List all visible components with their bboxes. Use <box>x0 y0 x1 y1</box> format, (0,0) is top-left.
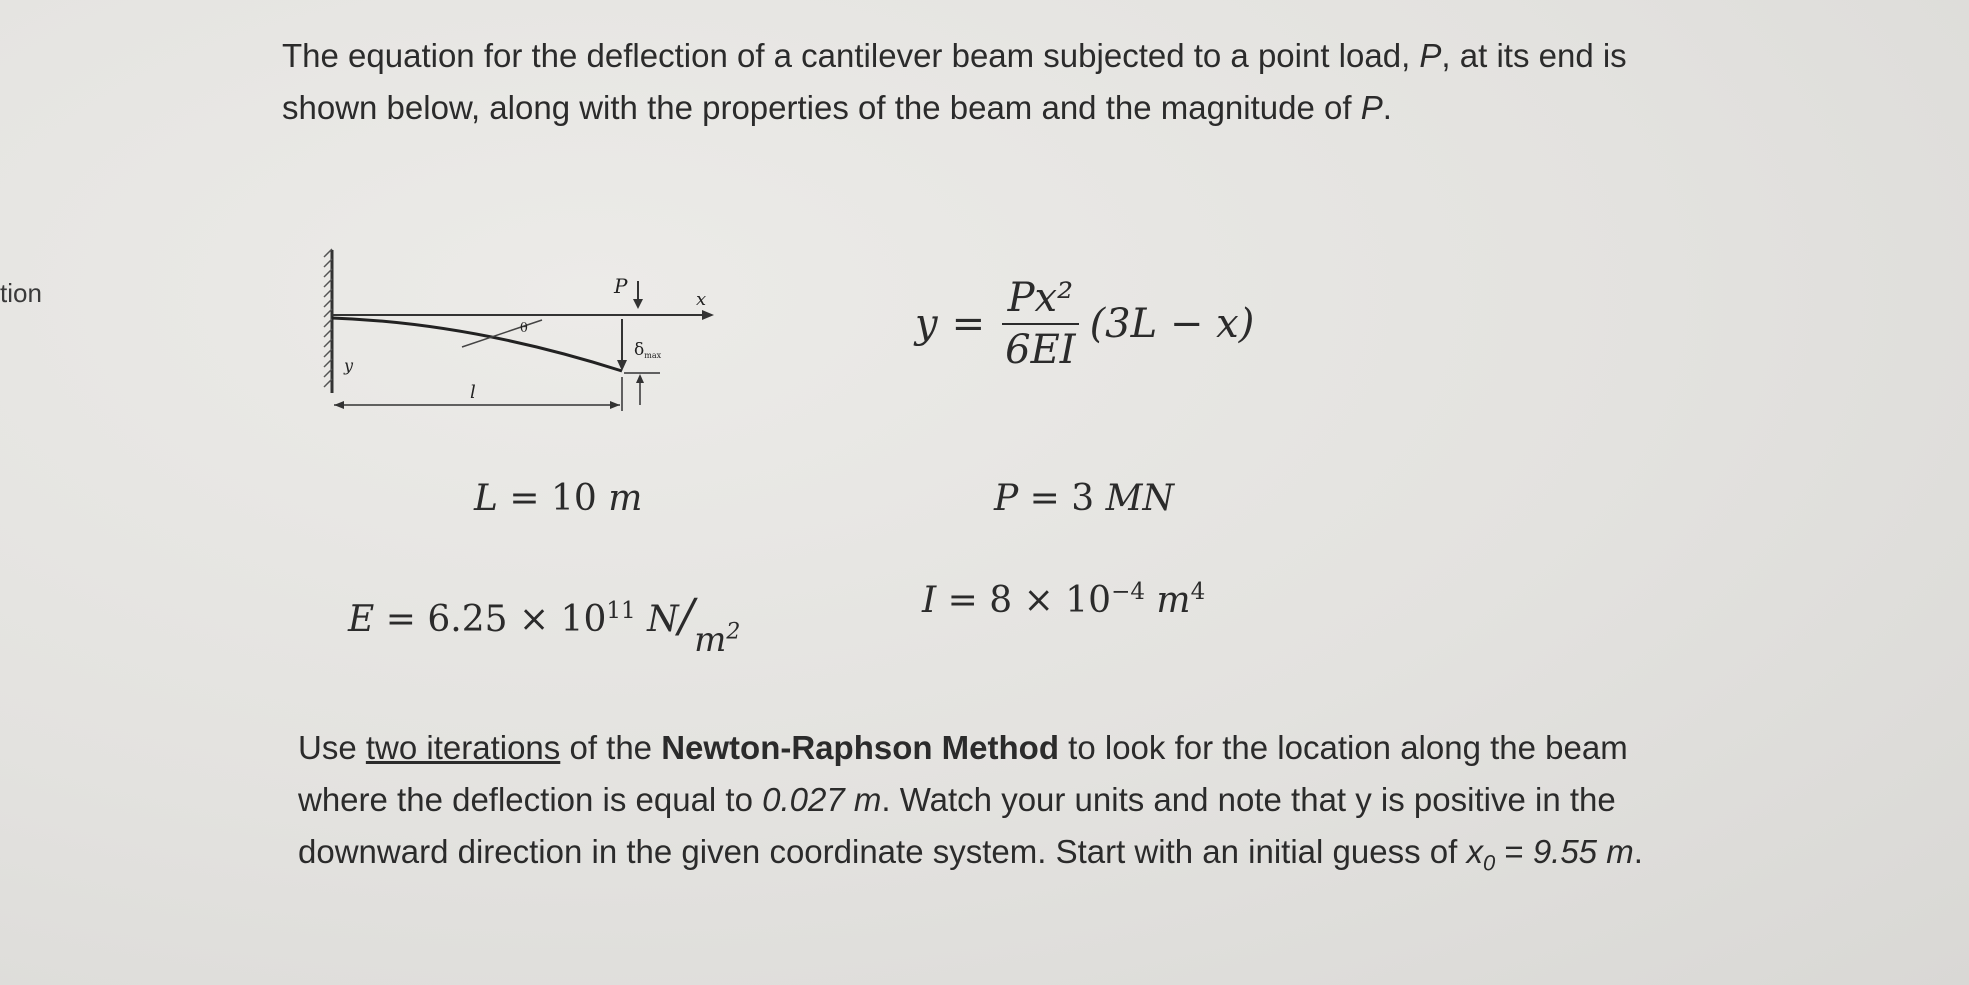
task-text-6: . <box>1633 833 1643 870</box>
param-inertia-unit: m <box>1144 580 1191 621</box>
side-tab-label: tion <box>0 278 42 308</box>
param-modulus <box>348 588 741 660</box>
param-load <box>994 478 1174 519</box>
intro-p-symbol: P <box>1419 37 1442 74</box>
equation-lhs: y <box>915 301 938 347</box>
task-text-3: to look for the location along the beam where the deflection is equal to <box>298 729 1628 818</box>
param-modulus-unit-slash: / <box>678 588 695 642</box>
task-x-subscript: 0 <box>1482 850 1496 876</box>
task-text-4: . Watch your units and note that y is positive in the downward direction in the given coordinate system. Start with an initial guess of <box>298 781 1616 870</box>
param-inertia-exponent: −4 <box>1111 579 1145 605</box>
equation-denominator: 6EI <box>1005 327 1076 373</box>
label-p: P <box>614 274 628 298</box>
param-modulus-unit-denominator-m: m <box>694 620 727 660</box>
param-load-symbol: P <box>994 478 1019 519</box>
intro-text-c: . <box>1382 89 1392 126</box>
param-length-equals: = <box>497 478 551 519</box>
length-arrow-right <box>610 401 620 409</box>
param-load-equals: = <box>1018 478 1072 519</box>
intro-text-a: The equation for the deflection of a cantilever beam subjected to a point load, <box>282 37 1420 74</box>
task-text-2: of the <box>560 729 662 766</box>
param-inertia-unit-exponent: 4 <box>1190 579 1206 605</box>
intro-text-b: , at its end is shown below, along with the properties of the beam and the magnitude of <box>282 37 1627 126</box>
equation-tail: (3L − x) <box>1089 301 1255 347</box>
cantilever-beam-diagram <box>322 245 742 425</box>
param-modulus-exponent: 11 <box>606 598 636 624</box>
param-modulus-unit-denominator-exp: 2 <box>726 619 741 645</box>
param-inertia-equals: = <box>936 580 990 621</box>
deflection-equation <box>915 275 1254 373</box>
task-text-5: = <box>1495 833 1533 870</box>
param-load-value: 3 <box>1071 478 1106 519</box>
deflected-beam <box>332 318 622 371</box>
task-underlined: two iterations <box>365 729 561 766</box>
param-length <box>474 478 642 519</box>
param-length-unit: m <box>608 478 643 519</box>
param-length-symbol: L <box>474 478 498 519</box>
task-bold-method: Newton-Raphson Method <box>661 729 1059 766</box>
wall-support <box>324 249 332 393</box>
task-target-deflection: 0.027 m <box>762 781 882 818</box>
task-initial-guess: 9.55 m <box>1532 833 1634 870</box>
param-modulus-symbol: E <box>348 599 375 640</box>
param-inertia-value: 8 × 10 <box>989 580 1112 621</box>
param-modulus-equals: = <box>374 599 428 640</box>
label-y: y <box>344 356 354 375</box>
label-delta: δmax <box>634 340 662 360</box>
label-theta: θ <box>520 321 528 336</box>
param-load-unit: MN <box>1105 478 1175 519</box>
x-axis-arrowhead <box>702 310 714 320</box>
delta-up-arrowhead <box>636 374 644 383</box>
param-inertia <box>922 580 1205 621</box>
param-modulus-unit-denominator <box>694 620 740 660</box>
length-arrow-left <box>334 401 344 409</box>
param-modulus-value: 6.25 × 10 <box>427 599 607 640</box>
task-x-symbol: x <box>1466 833 1483 870</box>
intro-p-symbol-2: P <box>1360 89 1383 126</box>
task-text-1: Use <box>298 729 366 766</box>
load-arrowhead <box>633 299 643 309</box>
equation-equals: = <box>951 301 986 347</box>
label-x: x <box>696 289 707 310</box>
equation-numerator: Px² <box>1002 275 1080 325</box>
param-modulus-unit <box>635 588 741 660</box>
problem-intro <box>282 30 1702 134</box>
param-inertia-symbol: I <box>922 580 937 621</box>
equation-fraction <box>999 275 1081 373</box>
param-length-value: 10 <box>550 478 609 519</box>
task-instructions <box>298 722 1698 890</box>
param-modulus-unit-numerator: N <box>635 599 679 640</box>
label-l: l <box>470 382 476 403</box>
